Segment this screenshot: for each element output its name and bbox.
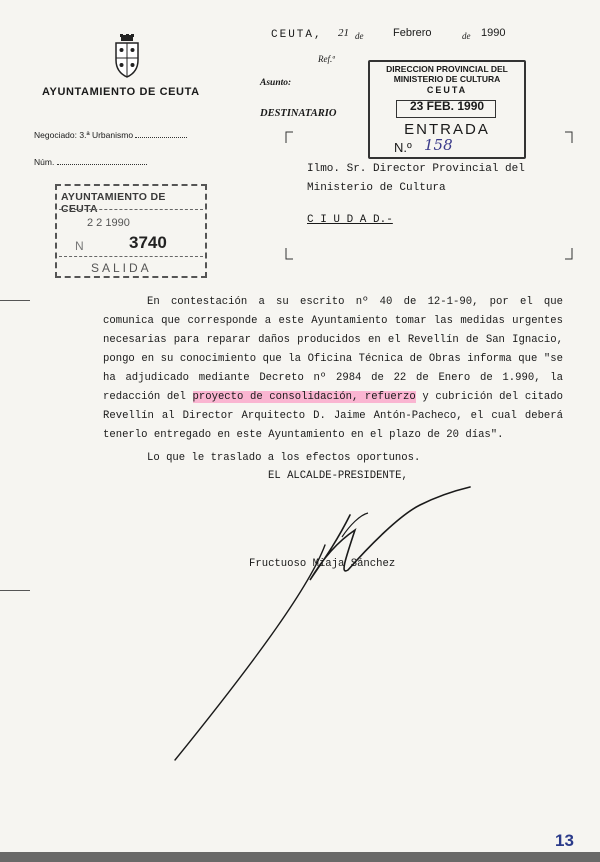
entrada-stamp-number: 158 (424, 136, 453, 154)
asunto-label: Asunto: (260, 78, 292, 88)
window-corner-mark (565, 131, 573, 143)
entrada-stamp-n-label: N.º (394, 140, 412, 155)
letter-body (103, 293, 563, 468)
signatory-name: Fructuoso Miaja Sánchez (249, 558, 396, 570)
salida-stamp-footer: SALIDA (91, 261, 152, 275)
negociado-label: Negociado: 3.ª Urbanismo (34, 130, 134, 140)
negociado-line (34, 130, 187, 140)
recipient-line-2: Ministerio de Cultura (307, 182, 446, 194)
coat-of-arms-icon (112, 34, 142, 78)
salida-stamp-header: AYUNTAMIENTO DE CEUTA (61, 191, 166, 215)
num-line (34, 157, 147, 167)
dateline-place: CEUTA, (271, 29, 323, 41)
entrada-stamp (368, 60, 526, 159)
stamp-line (59, 209, 203, 210)
entrada-stamp-city: CEUTA (426, 85, 468, 95)
salida-stamp-date: 2 2 1990 (87, 217, 130, 229)
highlighted-text: proyecto de consolidación, refuerzo (192, 391, 416, 403)
body-text-b: y cubrición del citado Revellín al Director Arquitecto D. Jaime Antón-Pacheco, el cual deberá tenerlo entregado en este Ayuntamiento en el plazo de 20 días". (103, 391, 563, 441)
negociado-dotline (135, 137, 187, 138)
body-paragraph-1 (103, 293, 563, 445)
margin-mark (0, 300, 30, 301)
recipient-city: C I U D A D.- (307, 214, 393, 226)
margin-mark (0, 590, 30, 591)
window-corner-mark (285, 248, 293, 260)
scan-edge-band (0, 852, 600, 862)
entrada-stamp-header: DIRECCION PROVINCIAL DEL MINISTERIO DE CULTURA (386, 64, 508, 84)
salida-stamp (55, 184, 207, 278)
dateline-day: 21 (338, 27, 349, 39)
destinatario-label: DESTINATARIO (260, 108, 337, 119)
entrada-stamp-title: ENTRADA (404, 121, 490, 138)
window-corner-mark (285, 131, 293, 143)
handwritten-signature (170, 485, 480, 765)
dateline-month: Febrero (393, 27, 432, 39)
num-label: Núm. (34, 157, 55, 167)
page-number: 13 (555, 831, 574, 850)
dateline-de2: de (462, 31, 471, 41)
body-text-a: En contestación a su escrito nº 40 de 12-1-90, por el que comunica que corresponde a este Ayuntamiento tomar las medidas urgentes necesarias para reparar daños producidos en el Revellín de San Ignacio, pongo en su conocimiento que la Oficina Técnica de Obras informa que "se ha adjudicado mediante Decreto nº 2984 de 22 de Enero de 1.990, la redacción del (103, 296, 563, 403)
salida-stamp-n-label: N (75, 239, 84, 253)
stamp-line (59, 256, 203, 257)
signatory-title: EL ALCALDE-PRESIDENTE, (268, 470, 408, 482)
entrada-stamp-date: 23 FEB. 1990 (410, 99, 485, 113)
dateline-de1: de (355, 31, 364, 41)
body-paragraph-2: Lo que le traslado a los efectos oportunos. (147, 452, 421, 464)
dateline-year: 1990 (481, 27, 506, 39)
num-dotline (57, 164, 147, 165)
ref-label: Ref.ª (318, 54, 335, 64)
window-corner-mark (565, 248, 573, 260)
city-council-name: AYUNTAMIENTO DE CEUTA (42, 86, 200, 98)
salida-stamp-number: 3740 (129, 233, 167, 252)
recipient-line-1: Ilmo. Sr. Director Provincial del (307, 163, 525, 175)
